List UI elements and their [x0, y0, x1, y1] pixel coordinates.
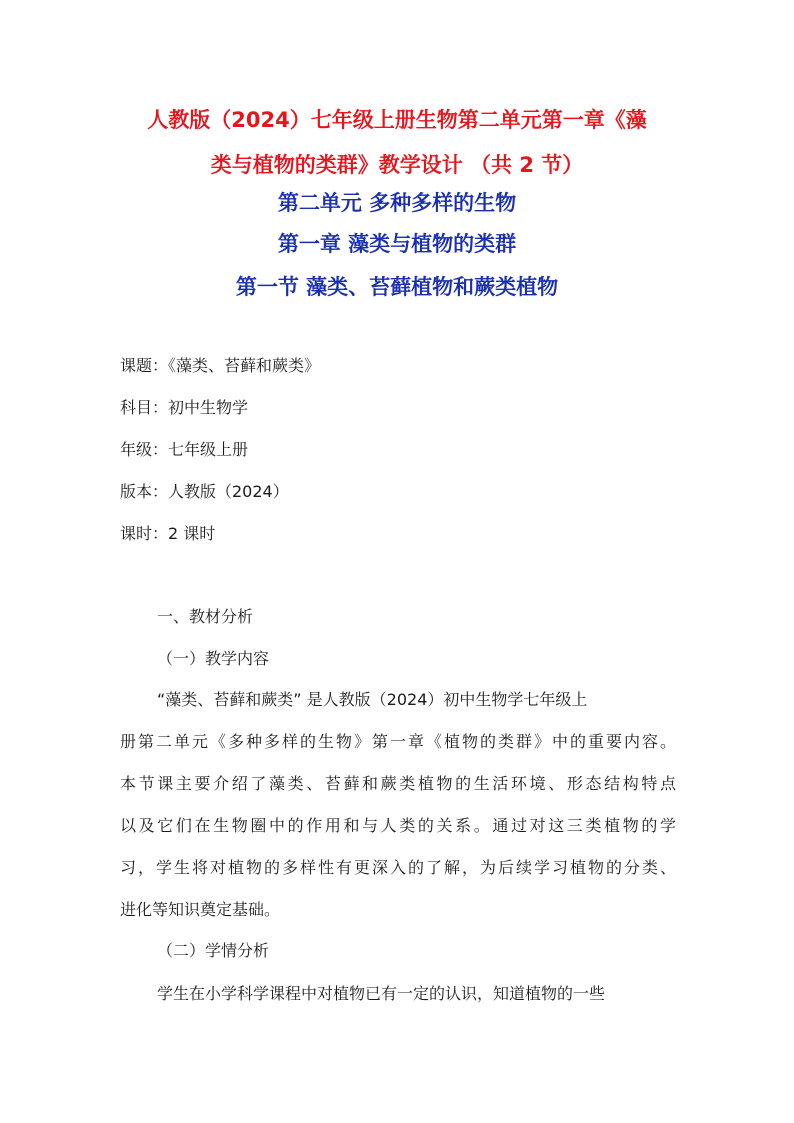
section-heading-textbook-analysis: 一、教材分析 — [157, 607, 254, 626]
paragraph-line: “藻类、苔藓和蕨类” 是人教版（2024）初中生物学七年级上 — [157, 690, 588, 709]
paragraph-line: 册第二单元《多种多样的生物》第一章《植物的类群》中的重要内容。 — [120, 732, 676, 751]
meta-topic: 课题：《藻类、苔藓和蕨类》 — [120, 356, 321, 375]
paragraph-line: 学生在小学科学课程中对植物已有一定的认识，知道植物的一些 — [157, 984, 606, 1003]
paragraph-line: 以及它们在生物圈中的作用和与人类的关系。通过对这三类植物的学 — [120, 816, 676, 835]
unit-heading: 第二单元 多种多样的生物 — [277, 191, 517, 215]
document-title-line-2: 类与植物的类群》教学设计 （共 2 节） — [210, 153, 584, 177]
section-heading: 第一节 藻类、苔藓植物和蕨类植物 — [235, 275, 559, 299]
paragraph-line: 本节课主要介绍了藻类、苔藓和蕨类植物的生活环境、形态结构特点 — [120, 774, 676, 793]
meta-subject: 科目：初中生物学 — [120, 398, 249, 417]
meta-hours: 课时：2 课时 — [120, 524, 216, 543]
document-title-line-1: 人教版（2024）七年级上册生物第二单元第一章《藻 — [147, 108, 647, 132]
subheading-learner-analysis: （二）学情分析 — [157, 941, 270, 960]
chapter-heading: 第一章 藻类与植物的类群 — [277, 232, 517, 256]
subheading-teaching-content: （一）教学内容 — [157, 649, 270, 668]
meta-grade: 年级：七年级上册 — [120, 440, 249, 459]
paragraph-line: 习，学生将对植物的多样性有更深入的了解，为后续学习植物的分类、 — [120, 858, 676, 877]
meta-edition: 版本：人教版（2024） — [120, 482, 289, 501]
paragraph-line: 进化等知识奠定基础。 — [120, 900, 281, 919]
